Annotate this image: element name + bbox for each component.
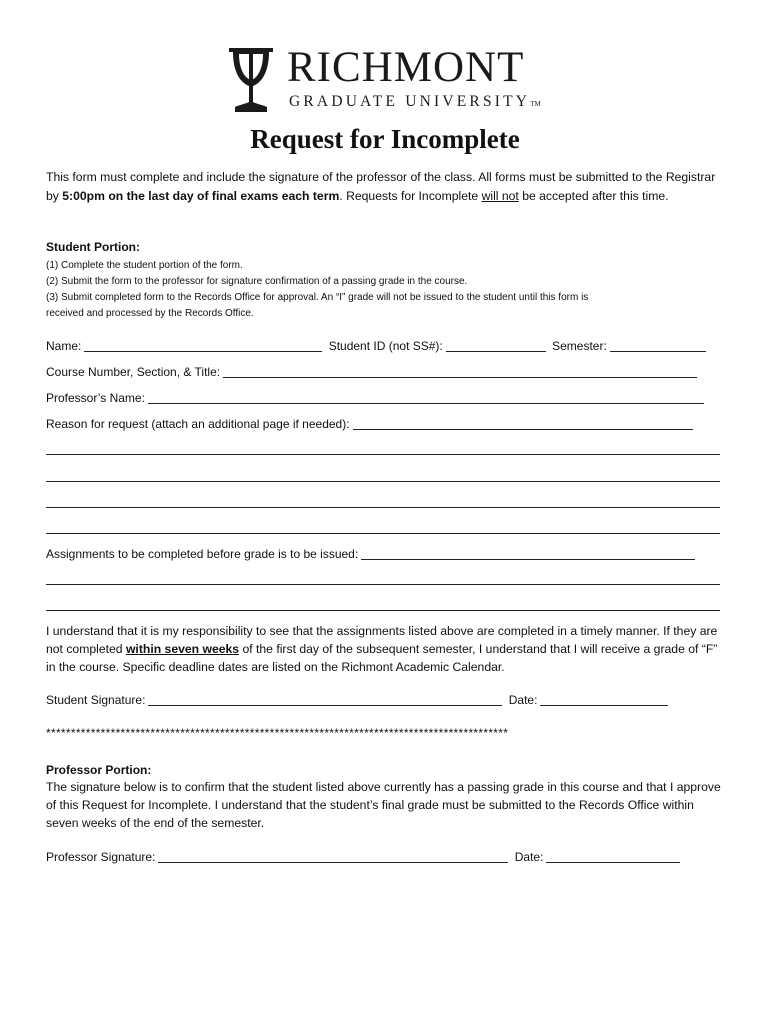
student-step-1: (1) Complete the student portion of the form. — [46, 260, 243, 271]
reason-row — [46, 416, 726, 432]
reason-label: Reason for request (attach an additional page if needed): — [46, 417, 350, 431]
student-step-3-cont: received and processed by the Records Office. — [46, 308, 254, 319]
student-signature-row — [46, 692, 726, 708]
course-row — [46, 364, 726, 380]
professor-portion-heading: Professor Portion: — [46, 763, 152, 777]
professor-name-label: Professor’s Name: — [46, 391, 145, 405]
name-label: Name: — [46, 339, 82, 353]
assignments-field[interactable] — [361, 548, 695, 560]
page-title: Request for Incomplete — [250, 124, 520, 154]
professor-name-row — [46, 390, 726, 406]
student-date-label: Date: — [508, 693, 538, 707]
professor-date-label: Date: — [514, 850, 544, 864]
student-signature-label: Student Signature: — [46, 693, 146, 707]
assignments-line-2[interactable] — [46, 610, 720, 611]
separator-line: ********************************************************************************************* — [46, 726, 509, 740]
name-field[interactable] — [84, 340, 322, 352]
logo-name: RICHMONT — [287, 44, 525, 91]
reason-line-4[interactable] — [46, 533, 720, 534]
assignments-label: Assignments to be completed before grade is to be issued: — [46, 547, 359, 561]
professor-portion-text: The signature below is to confirm that the student listed above currently has a passing grade in this course and that I approve of this Request for Incomplete. I understand that the student’s final grade must be submitted to the Records Office within seven weeks of the end of the semester. — [46, 780, 721, 830]
reason-field[interactable] — [353, 418, 693, 430]
professor-date-field[interactable] — [546, 851, 680, 863]
university-logo — [223, 44, 553, 116]
student-step-2: (2) Submit the form to the professor for signature confirmation of a passing grade in the course. — [46, 276, 468, 287]
professor-name-field[interactable] — [148, 392, 704, 404]
acknowledgement-paragraph: I understand that it is my responsibility to see that the assignments listed above are completed in a timely manner. If they are not completed within seven weeks of the first day of the subsequent semester, I understand that I will receive a grade of “F” in the course. Specific deadline dates are listed on the Richmont Academic Calendar. — [46, 624, 718, 674]
reason-line-3[interactable] — [46, 507, 720, 508]
reason-line-1[interactable] — [46, 454, 720, 455]
logo-subtitle: GRADUATE UNIVERSITYTM — [289, 93, 541, 110]
assignments-row — [46, 546, 726, 562]
name-row — [46, 338, 726, 354]
course-field[interactable] — [223, 366, 697, 378]
student-id-label: Student ID (not SS#): — [328, 339, 443, 353]
reason-line-2[interactable] — [46, 481, 720, 482]
goblet-icon — [223, 44, 279, 116]
professor-signature-row — [46, 849, 726, 865]
student-id-field[interactable] — [446, 340, 546, 352]
student-step-3: (3) Submit completed form to the Records Office for approval. An “I” grade will not be issued to the student until this form is — [46, 292, 589, 303]
intro-paragraph: This form must complete and include the signature of the professor of the class. All forms must be submitted to the Registrar by 5:00pm on the last day of final exams each term. Requests for Incomplete will not be accepted after this time. — [46, 170, 716, 203]
professor-signature-field[interactable] — [158, 851, 508, 863]
student-signature-field[interactable] — [148, 694, 502, 706]
student-date-field[interactable] — [540, 694, 668, 706]
course-label: Course Number, Section, & Title: — [46, 365, 221, 379]
semester-field[interactable] — [610, 340, 706, 352]
semester-label: Semester: — [552, 339, 607, 353]
professor-signature-label: Professor Signature: — [46, 850, 156, 864]
assignments-line-1[interactable] — [46, 584, 720, 585]
student-portion-heading: Student Portion: — [46, 240, 140, 254]
